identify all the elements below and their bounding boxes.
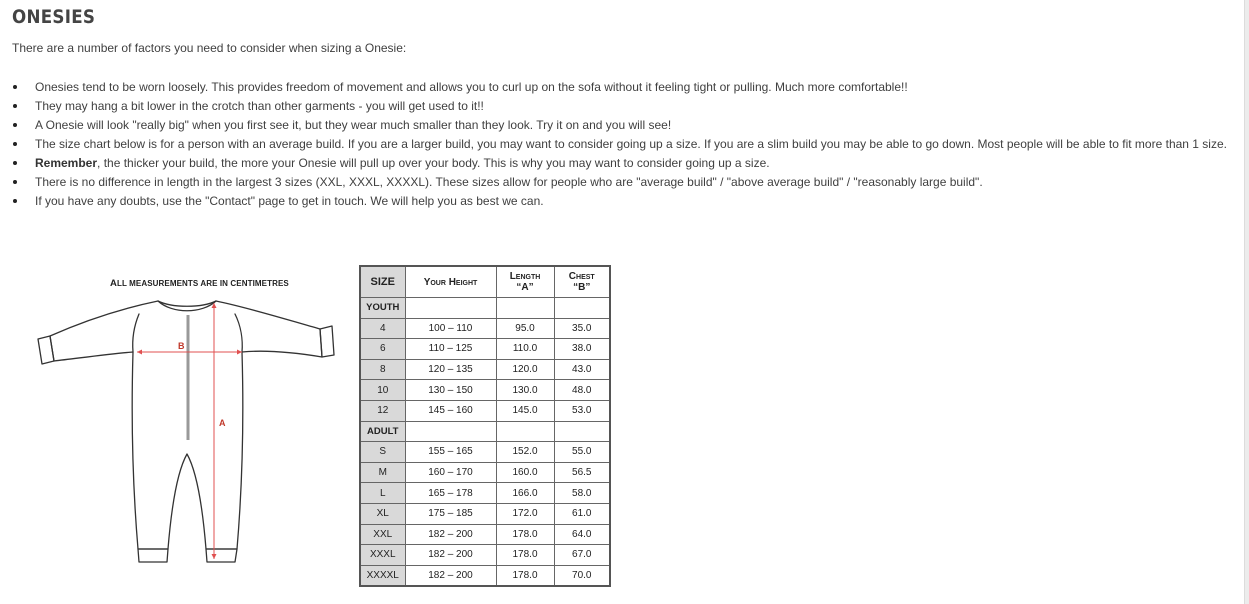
remember-emphasis: Remember [35, 156, 98, 170]
page-scrollbar[interactable] [1244, 0, 1249, 604]
table-row: L 165 – 178 166.0 58.0 [360, 483, 610, 504]
header-height: Your Height [405, 266, 496, 298]
list-item: The size chart below is for a person with an average build. If you are a larger build, you may want to consider going up a size. If you are a slim build you may be able to go down. Most people will be able to fit more than 1 size. [0, 137, 1227, 156]
page-title: ONESIES [12, 6, 96, 28]
list-item: If you have any doubts, use the "Contact" page to get in touch. We will help you as best we can. [0, 194, 1227, 213]
list-item: A Onesie will look "really big" when you first see it, but they wear much smaller than they look. Try it on and you will see! [0, 118, 1227, 137]
table-row: 8 120 – 135 120.0 43.0 [360, 359, 610, 380]
onesie-diagram-icon [36, 270, 338, 570]
length-measure-line [212, 303, 217, 559]
header-length: Length “A” [496, 266, 554, 298]
list-item: There is no difference in length in the largest 3 sizes (XXL, XXXL, XXXXL). These sizes allow for people who are "average build" / "above average build" / "reasonably large build". [0, 175, 1227, 194]
list-item: Onesies tend to be worn loosely. This provides freedom of movement and allows you to curl up on the sofa without it feeling tight or pulling. Much more comfortable!! [0, 80, 1227, 99]
table-row: 6 110 – 125 110.0 38.0 [360, 339, 610, 360]
table-row: XL 175 – 185 172.0 61.0 [360, 503, 610, 524]
sizing-factors-list [0, 80, 1227, 213]
measurement-caption: ALL MEASUREMENTS ARE IN CENTIMETRES [110, 278, 289, 289]
table-row: 4 100 – 110 95.0 35.0 [360, 318, 610, 339]
table-row: S 155 – 165 152.0 55.0 [360, 442, 610, 463]
table-group-row: YOUTH [360, 298, 610, 319]
table-row: XXXL 182 – 200 178.0 67.0 [360, 545, 610, 566]
chest-label: B [178, 341, 185, 351]
table-row: XXL 182 – 200 178.0 64.0 [360, 524, 610, 545]
table-header-row [360, 266, 610, 298]
list-item: Remember, the thicker your build, the more your Onesie will pull up over your body. This is why you may want to consider going up a size. [0, 156, 1227, 175]
length-label: A [219, 418, 226, 428]
intro-text: There are a number of factors you need to consider when sizing a Onesie: [12, 41, 407, 55]
size-chart-table [359, 265, 611, 587]
header-chest: Chest “B” [554, 266, 610, 298]
table-group-row: ADULT [360, 421, 610, 442]
header-size: SIZE [360, 266, 405, 298]
table-row: 10 130 – 150 130.0 48.0 [360, 380, 610, 401]
table-row: M 160 – 170 160.0 56.5 [360, 462, 610, 483]
list-item: They may hang a bit lower in the crotch than other garments - you will get used to it!! [0, 99, 1227, 118]
table-row: 12 145 – 160 145.0 53.0 [360, 400, 610, 421]
table-row: XXXXL 182 – 200 178.0 70.0 [360, 565, 610, 586]
